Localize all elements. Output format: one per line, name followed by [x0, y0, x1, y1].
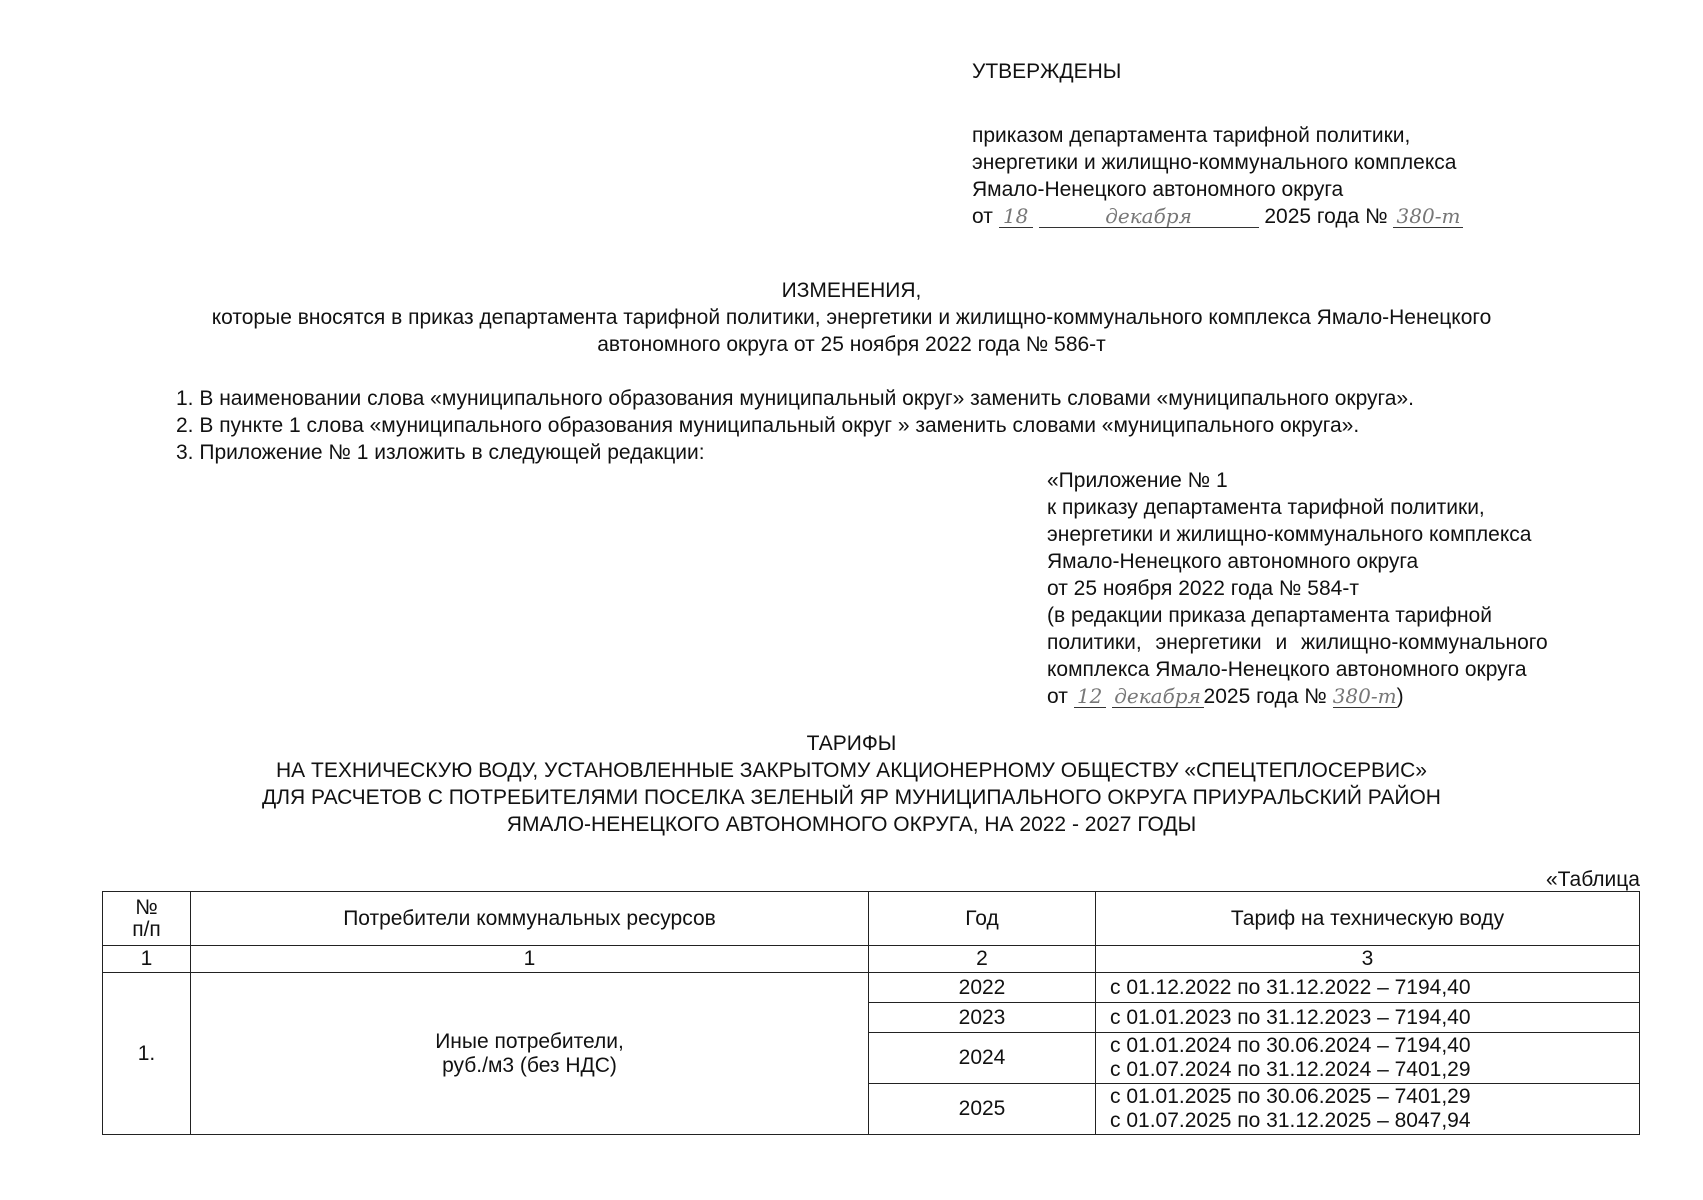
changes-title: ИЗМЕНЕНИЯ, — [781, 279, 922, 302]
table-header-row — [103, 892, 1640, 946]
date-mid: 2025 года № — [1203, 685, 1327, 708]
consumer-cell — [191, 973, 869, 1135]
tariff-period: с 01.12.2022 по 31.12.2022 – 7194,40 — [1110, 975, 1471, 999]
changes-subtitle — [0, 304, 1703, 358]
year-cell: 2025 — [869, 1084, 1096, 1135]
changes-subtitle-line: которые вносятся в приказ департамента тарифной политики, энергетики и жилищно-коммунального комплекса Ямало-Ненецкого — [211, 306, 1492, 329]
col-number: 1 — [191, 946, 869, 973]
table-row — [103, 973, 1640, 1003]
date-suffix: ) — [1396, 685, 1404, 708]
handwritten-number: 380-т — [1393, 205, 1463, 228]
handwritten-number: 380-т — [1332, 684, 1397, 708]
year-cell: 2024 — [869, 1033, 1096, 1084]
annex-line: энергетики и жилищно-коммунального комплекса — [1047, 523, 1532, 546]
changes-list — [176, 385, 1414, 466]
col-number: 3 — [1096, 946, 1640, 973]
tariffs-title: ТАРИФЫ — [806, 732, 897, 755]
tariffs-heading — [0, 730, 1703, 838]
tariffs-title-line: ДЛЯ РАСЧЕТОВ С ПОТРЕБИТЕЛЯМИ ПОСЕЛКА ЗЕЛЕНЫЙ ЯР МУНИЦИПАЛЬНОГО ОКРУГА ПРИУРАЛЬСКИЙ РАЙОН — [262, 786, 1441, 809]
approval-block — [972, 122, 1463, 230]
tariffs-title-line: НА ТЕХНИЧЕСКУЮ ВОДУ, УСТАНОВЛЕННЫЕ ЗАКРЫТОМУ АКЦИОНЕРНОМУ ОБЩЕСТВУ «СПЕЦТЕПЛОСЕРВИС» — [276, 759, 1427, 782]
tariff-period: с 01.01.2024 по 30.06.2024 – 7194,40 — [1110, 1034, 1471, 1057]
consumer-name: Иные потребители, — [435, 1029, 624, 1053]
tariff-period: с 01.01.2025 по 30.06.2025 – 7401,29 — [1110, 1085, 1471, 1108]
header-year: Год — [869, 892, 1096, 946]
column-number-row — [103, 946, 1640, 973]
tariff-period: с 01.01.2023 по 31.12.2023 – 7194,40 — [1110, 1005, 1471, 1029]
annex-line: Ямало-Ненецкого автономного округа — [1047, 550, 1419, 573]
tariff-cell — [1096, 1003, 1640, 1033]
header-tariff: Тариф на техническую воду — [1096, 892, 1640, 946]
tariff-table — [102, 891, 1640, 1135]
annex-line: к приказу департамента тарифной политики, — [1047, 496, 1485, 519]
year-cell: 2023 — [869, 1003, 1096, 1033]
list-item: 3. Приложение № 1 изложить в следующей редакции: — [176, 441, 705, 464]
tariff-cell — [1096, 973, 1640, 1003]
date-prefix: от — [972, 205, 993, 228]
approval-heading: УТВЕРЖДЕНЫ — [972, 60, 1122, 83]
col-number: 1 — [103, 946, 191, 973]
list-item: 1. В наименовании слова «муниципального образования муниципальный округ» заменить словами «муниципального округа». — [176, 387, 1414, 410]
annex-line: от 25 ноября 2022 года № 584-т — [1047, 577, 1359, 600]
tariff-cell — [1096, 1033, 1640, 1084]
list-item: 2. В пункте 1 слова «муниципального образования муниципальный округ » заменить словами «муниципального округа». — [176, 414, 1360, 437]
date-prefix: от — [1047, 685, 1068, 708]
tariff-cell — [1096, 1084, 1640, 1135]
col-number: 2 — [869, 946, 1096, 973]
year-cell: 2022 — [869, 973, 1096, 1003]
annex-line: комплекса Ямало-Ненецкого автономного округа — [1047, 658, 1527, 681]
table-label: «Таблица — [1545, 868, 1640, 891]
approval-line: Ямало-Ненецкого автономного округа — [972, 178, 1344, 201]
annex-line: «Приложение № 1 — [1047, 469, 1228, 492]
annex-block — [1047, 467, 1548, 710]
tariffs-title-line: ЯМАЛО-НЕНЕЦКОГО АВТОНОМНОГО ОКРУГА, НА 2022 - 2027 ГОДЫ — [506, 813, 1197, 836]
tariff-period: с 01.07.2025 по 31.12.2025 – 8047,94 — [1110, 1109, 1471, 1132]
date-mid: 2025 года № — [1264, 205, 1388, 228]
annex-line: политики, энергетики и жилищно-коммунального — [1047, 631, 1548, 654]
handwritten-month: декабря — [1112, 685, 1204, 708]
changes-subtitle-line: автономного округа от 25 ноября 2022 года № 586-т — [597, 333, 1106, 356]
consumer-unit: руб./м3 (без НДС) — [442, 1053, 617, 1077]
annex-date-line — [1047, 683, 1548, 710]
row-number: 1. — [103, 973, 191, 1135]
handwritten-day: 18 — [999, 205, 1033, 228]
handwritten-day: 12 — [1074, 685, 1106, 708]
tariff-period: с 01.07.2024 по 31.12.2024 – 7401,29 — [1110, 1058, 1471, 1081]
header-consumers: Потребители коммунальных ресурсов — [191, 892, 869, 946]
approval-date-line — [972, 203, 1463, 230]
approval-line: приказом департамента тарифной политики, — [972, 124, 1411, 147]
handwritten-month: декабря — [1039, 205, 1259, 228]
header-number: № п/п — [103, 892, 191, 946]
approval-line: энергетики и жилищно-коммунального комплекса — [972, 151, 1457, 174]
annex-line: (в редакции приказа департамента тарифной — [1047, 604, 1492, 627]
